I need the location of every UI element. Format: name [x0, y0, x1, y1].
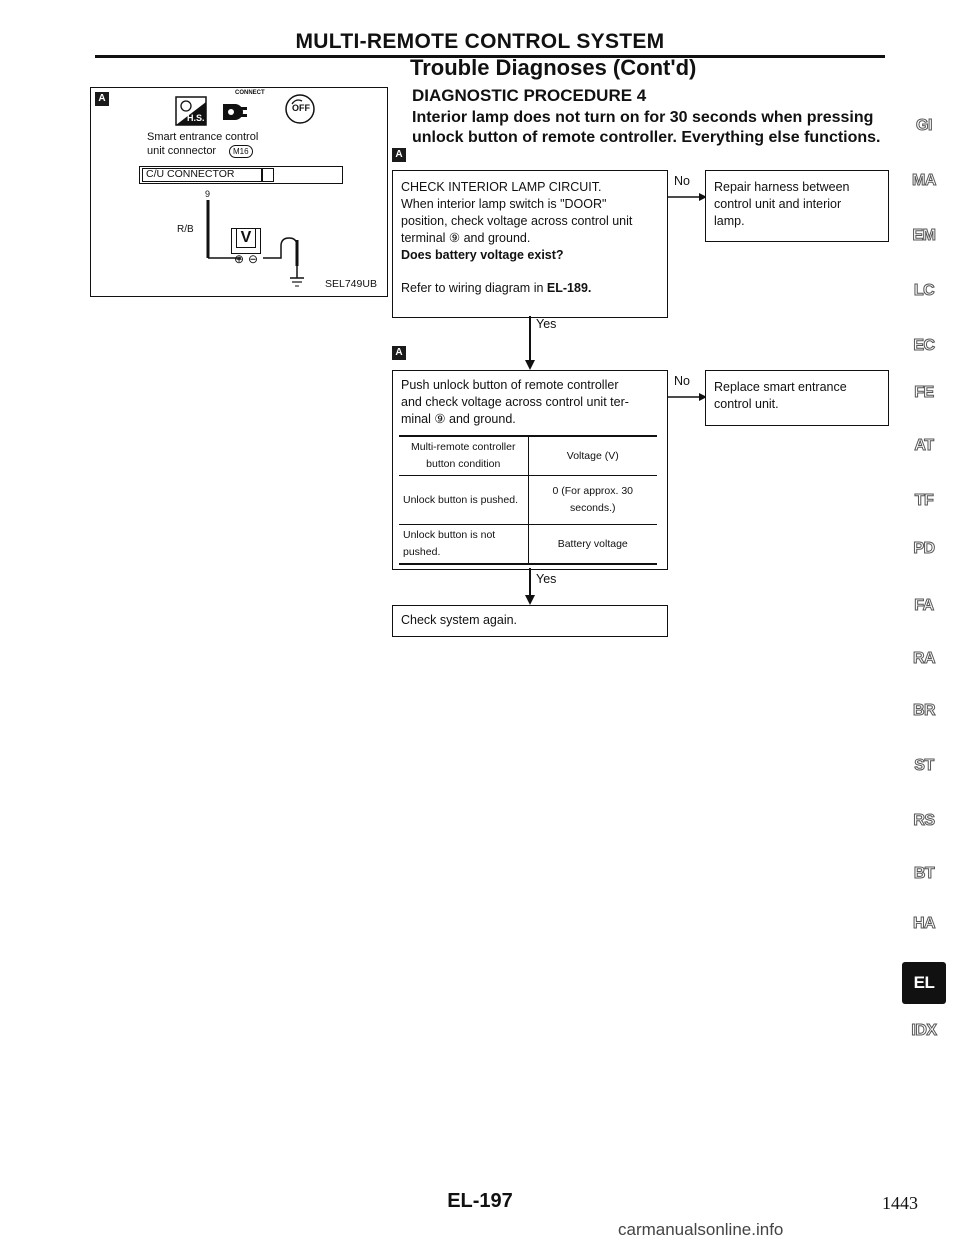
side-tab-idx[interactable]: IDX: [911, 1022, 937, 1039]
step2-no-line-2: control unit.: [714, 397, 779, 411]
final-box: [392, 605, 668, 637]
step1-no-line-3: lamp.: [714, 214, 745, 228]
table-cell-voltage: Battery voltage: [557, 537, 628, 550]
diagram-badge: A: [95, 92, 109, 106]
step1-line-1: CHECK INTERIOR LAMP CIRCUIT.: [401, 180, 602, 194]
step2-content: [401, 377, 629, 428]
table-header-row: [399, 437, 657, 476]
voltmeter-plus: ⊕: [234, 252, 245, 266]
step1-no-result-box: [705, 170, 889, 242]
wire-color: R/B: [177, 224, 194, 235]
side-tab-el-active[interactable]: EL: [902, 962, 946, 1004]
page-number: 1443: [882, 1193, 918, 1213]
step1-line-4: terminal ⑨ and ground.: [401, 231, 531, 245]
connector-label: C/U CONNECTOR: [146, 168, 235, 180]
step1-yes-arrowhead: [525, 360, 535, 370]
off-label: OFF: [292, 103, 310, 113]
side-tab-br[interactable]: BR: [912, 702, 936, 719]
table-row: [399, 525, 657, 564]
procedure-title: DIAGNOSTIC PROCEDURE 4: [412, 86, 647, 105]
side-tab-tf[interactable]: TF: [914, 492, 934, 509]
table-cell-condition: Unlock button is not pushed.: [399, 525, 528, 564]
side-tab-em[interactable]: EM: [912, 227, 936, 244]
hs-label: H.S.: [187, 113, 205, 123]
step1-box: [392, 170, 668, 318]
step2-yes-line: [529, 568, 531, 598]
section-subtitle: Trouble Diagnoses (Cont'd): [410, 55, 697, 80]
side-tab-fa[interactable]: FA: [914, 597, 934, 614]
step1-no-line-1: Repair harness between: [714, 180, 850, 194]
step1-ref-text: Refer to wiring diagram in: [401, 281, 544, 295]
side-tab-ma[interactable]: MA: [912, 172, 936, 189]
voltmeter: [231, 228, 261, 254]
step2-line-1: Push unlock button of remote controller: [401, 378, 619, 392]
caption-line-1: Smart entrance control: [147, 131, 259, 143]
step1-content: [401, 179, 663, 297]
table-header-condition: Multi-remote controller button condition: [399, 437, 528, 476]
step2-no-arrow: [667, 390, 707, 404]
page-title: MULTI-REMOTE CONTROL SYSTEM: [295, 30, 665, 53]
connect-label: CONNECT: [235, 90, 265, 96]
voltmeter-symbol: V: [236, 228, 256, 248]
caption-line-2: unit connector: [147, 145, 217, 157]
step1-ref: [401, 280, 663, 297]
step1-ref-code: EL-189.: [546, 281, 592, 295]
connector-id-badge: M16: [229, 145, 253, 158]
step2-no-result: [714, 379, 847, 413]
figure-code: SEL749UB: [325, 278, 377, 290]
side-tab-ha[interactable]: HA: [912, 915, 936, 932]
table-cell-voltage: 0 (For approx. 30 seconds.): [552, 485, 634, 514]
voltmeter-minus: ⊖: [248, 252, 259, 266]
side-tab-st[interactable]: ST: [914, 757, 934, 774]
step1-no-result: [714, 179, 850, 230]
terminal-number: 9: [205, 189, 211, 199]
step1-line-3: position, check voltage across control unit: [401, 214, 633, 228]
side-tab-bt[interactable]: BT: [913, 865, 935, 882]
problem-statement: Interior lamp does not turn on for 30 seconds when pressing unlock button of remote controller. Everything else functions.: [412, 109, 881, 146]
step1-yes-label: Yes: [536, 317, 557, 331]
connector-diagram: [90, 87, 388, 297]
side-tab-gi[interactable]: GI: [916, 117, 932, 134]
flow-badge-2: A: [392, 346, 406, 360]
table-header-voltage: Voltage (V): [566, 449, 619, 462]
step2-box: [392, 370, 668, 570]
step2-no-line-1: Replace smart entrance: [714, 380, 847, 394]
watermark: carmanualsonline.info: [618, 1220, 784, 1239]
step2-no-result-box: [705, 370, 889, 426]
step2-no-label: No: [674, 374, 690, 388]
side-tab-pd[interactable]: PD: [913, 540, 935, 557]
step1-no-label: No: [674, 174, 690, 188]
step1-question: Does battery voltage exist?: [401, 248, 564, 262]
step2-line-3: minal ⑨ and ground.: [401, 412, 516, 426]
final-text: Check system again.: [401, 613, 518, 627]
table-row: [399, 476, 657, 525]
side-tab-at[interactable]: AT: [914, 437, 934, 454]
step2-line-2: and check voltage across control unit ter-: [401, 395, 629, 409]
table-cell-condition: Unlock button is pushed.: [399, 476, 528, 525]
step1-spacer: [401, 264, 663, 280]
voltage-table: [399, 435, 657, 565]
side-tab-ra[interactable]: RA: [912, 650, 936, 667]
step1-no-line-2: control unit and interior: [714, 197, 842, 211]
step2-yes-label: Yes: [536, 572, 557, 586]
side-tab-ec[interactable]: EC: [913, 337, 935, 354]
step2-yes-arrowhead: [525, 595, 535, 605]
side-tab-rs[interactable]: RS: [913, 812, 935, 829]
step1-line-2: When interior lamp switch is "DOOR": [401, 197, 607, 211]
page-code: EL-197: [447, 1190, 513, 1212]
step1-no-arrow: [667, 190, 707, 204]
side-tab-fe[interactable]: FE: [914, 384, 934, 401]
flow-badge-1: A: [392, 148, 406, 162]
step1-yes-line: [529, 316, 531, 364]
side-tab-lc[interactable]: LC: [913, 282, 935, 299]
